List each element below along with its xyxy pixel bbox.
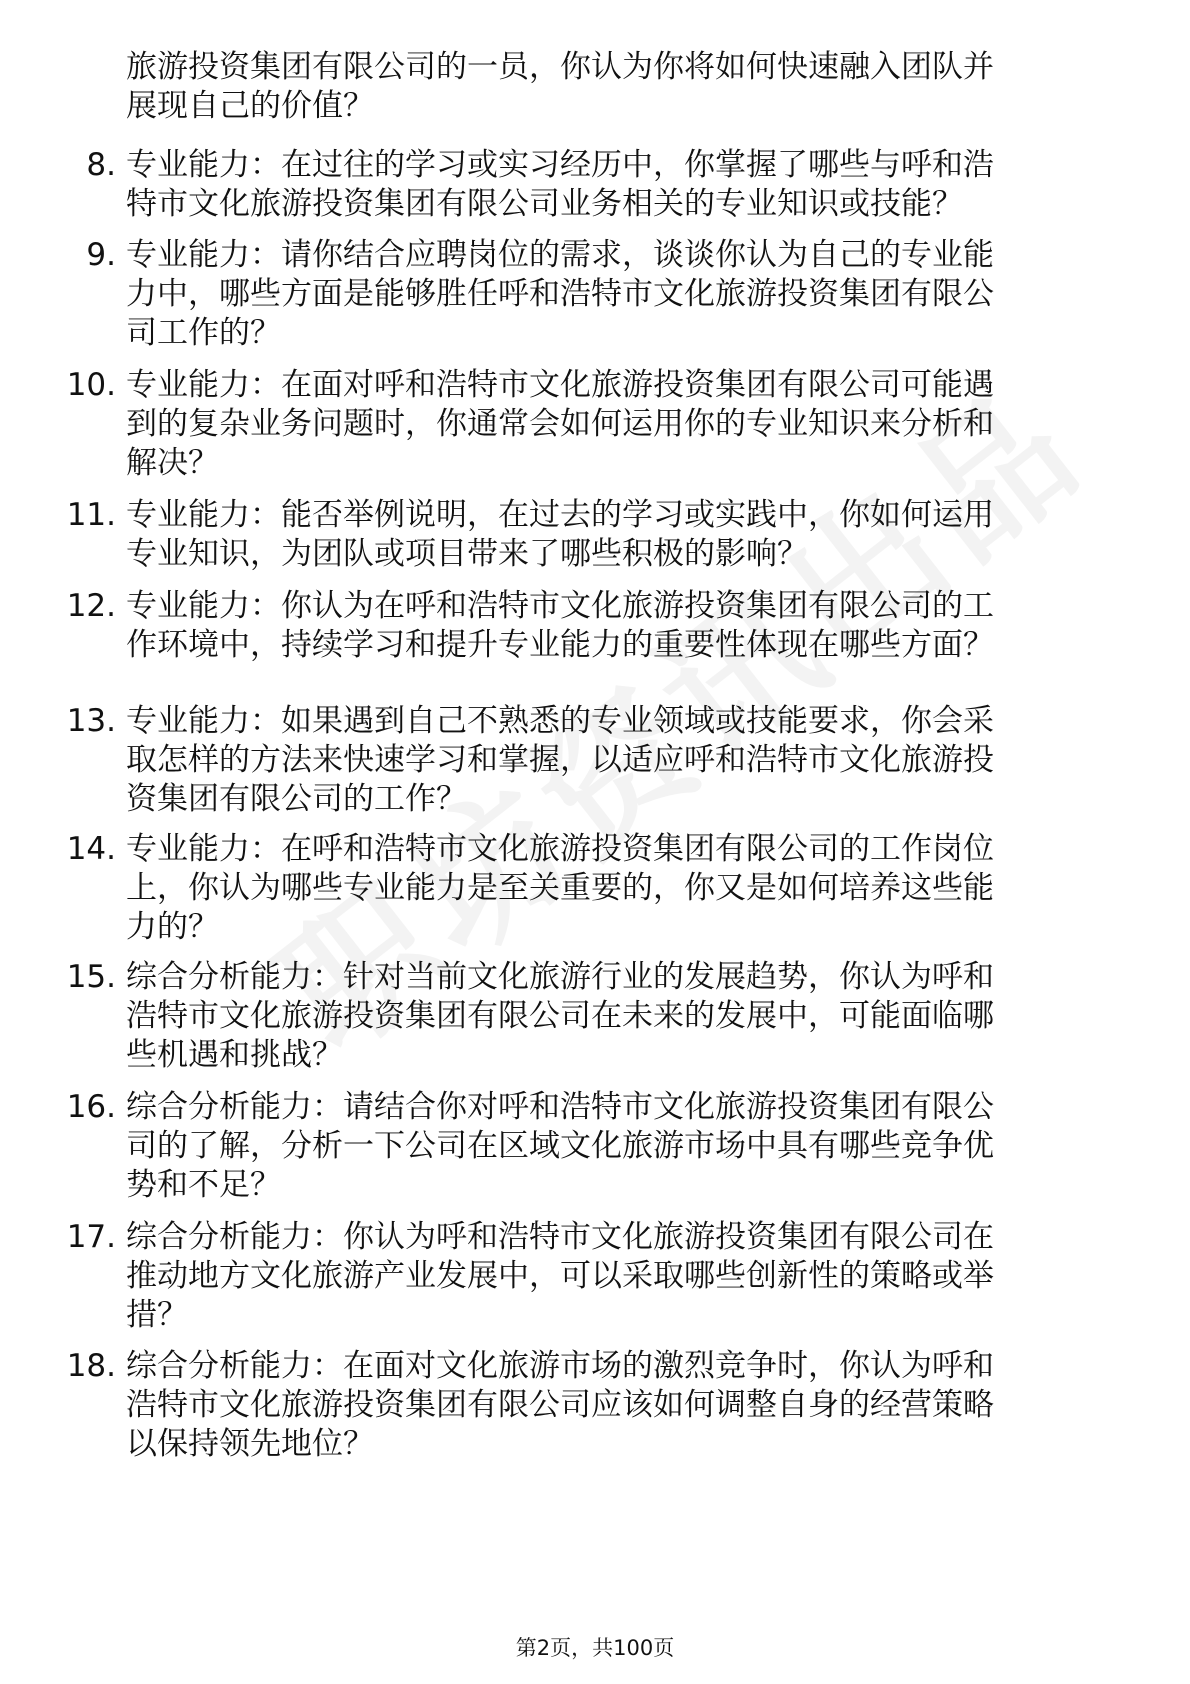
question-line: 专业知识，为团队或项目带来了哪些积极的影响？ xyxy=(126,536,808,572)
intro-paragraph xyxy=(126,48,1136,126)
question-text xyxy=(126,366,1176,483)
question-line: 综合分析能力：请结合你对呼和浩特市文化旅游投资集团有限公 xyxy=(126,1089,994,1125)
question-number: 18. xyxy=(66,1348,116,1384)
question-line: 浩特市文化旅游投资集团有限公司应该如何调整自身的经营策略 xyxy=(126,1387,994,1423)
question-line: 浩特市文化旅游投资集团有限公司在未来的发展中，可能面临哪 xyxy=(126,998,994,1034)
question-line: 到的复杂业务问题时，你通常会如何运用你的专业知识来分析和 xyxy=(126,406,994,442)
question-line: 专业能力：在过往的学习或实习经历中，你掌握了哪些与呼和浩 xyxy=(126,147,994,183)
question-line: 专业能力：能否举例说明，在过去的学习或实践中，你如何运用 xyxy=(126,497,994,533)
question-number: 12. xyxy=(66,588,116,624)
question-line: 力的？ xyxy=(126,909,219,945)
question-line: 资集团有限公司的工作？ xyxy=(126,781,467,817)
question-line: 推动地方文化旅游产业发展中，可以采取哪些创新性的策略或举 xyxy=(126,1258,994,1294)
question-text xyxy=(126,958,1176,1075)
question-text xyxy=(126,830,1176,947)
question-line: 取怎样的方法来快速学习和掌握，以适应呼和浩特市文化旅游投 xyxy=(126,742,994,778)
question-number: 17. xyxy=(66,1219,116,1255)
question-text xyxy=(126,702,1176,819)
question-number: 15. xyxy=(66,959,116,995)
question-line: 势和不足？ xyxy=(126,1167,281,1203)
question-line: 力中，哪些方面是能够胜任呼和浩特市文化旅游投资集团有限公 xyxy=(126,276,994,312)
question-text xyxy=(126,496,1176,574)
intro-line: 展现自己的价值？ xyxy=(126,88,374,124)
question-line: 专业能力：你认为在呼和浩特市文化旅游投资集团有限公司的工 xyxy=(126,588,994,624)
question-line: 特市文化旅游投资集团有限公司业务相关的专业知识或技能？ xyxy=(126,186,963,222)
question-line: 解决？ xyxy=(126,445,219,481)
question-line: 司的了解，分析一下公司在区域文化旅游市场中具有哪些竞争优 xyxy=(126,1128,994,1164)
question-line: 些机遇和挑战？ xyxy=(126,1037,343,1073)
question-line: 上，你认为哪些专业能力是至关重要的，你又是如何培养这些能 xyxy=(126,870,994,906)
question-line: 专业能力：请你结合应聘岗位的需求，谈谈你认为自己的专业能 xyxy=(126,237,994,273)
page-footer: 第2页，共100页 xyxy=(515,1636,675,1660)
question-number: 10. xyxy=(66,367,116,403)
question-text xyxy=(126,1218,1176,1335)
question-line: 措？ xyxy=(126,1297,188,1333)
question-text xyxy=(126,1347,1176,1464)
question-number: 13. xyxy=(66,703,116,739)
question-line: 综合分析能力：你认为呼和浩特市文化旅游投资集团有限公司在 xyxy=(126,1219,994,1255)
question-line: 综合分析能力：针对当前文化旅游行业的发展趋势，你认为呼和 xyxy=(126,959,994,995)
question-text xyxy=(126,146,1176,224)
question-text xyxy=(126,236,1176,353)
question-line: 综合分析能力：在面对文化旅游市场的激烈竞争时，你认为呼和 xyxy=(126,1348,994,1384)
question-text xyxy=(126,587,1176,665)
question-number: 9. xyxy=(86,237,116,273)
question-line: 以保持领先地位？ xyxy=(126,1426,374,1462)
intro-line: 旅游投资集团有限公司的一员，你认为你将如何快速融入团队并 xyxy=(126,49,994,85)
question-number: 11. xyxy=(66,497,116,533)
question-line: 专业能力：在面对呼和浩特市文化旅游投资集团有限公司可能遇 xyxy=(126,367,994,403)
question-number: 14. xyxy=(66,831,116,867)
question-line: 专业能力：如果遇到自己不熟悉的专业领域或技能要求，你会采 xyxy=(126,703,994,739)
question-line: 司工作的？ xyxy=(126,315,281,351)
question-line: 专业能力：在呼和浩特市文化旅游投资集团有限公司的工作岗位 xyxy=(126,831,994,867)
question-text xyxy=(126,1088,1176,1205)
question-number: 8. xyxy=(86,147,116,183)
question-line: 作环境中，持续学习和提升专业能力的重要性体现在哪些方面？ xyxy=(126,627,994,663)
question-number: 16. xyxy=(66,1089,116,1125)
